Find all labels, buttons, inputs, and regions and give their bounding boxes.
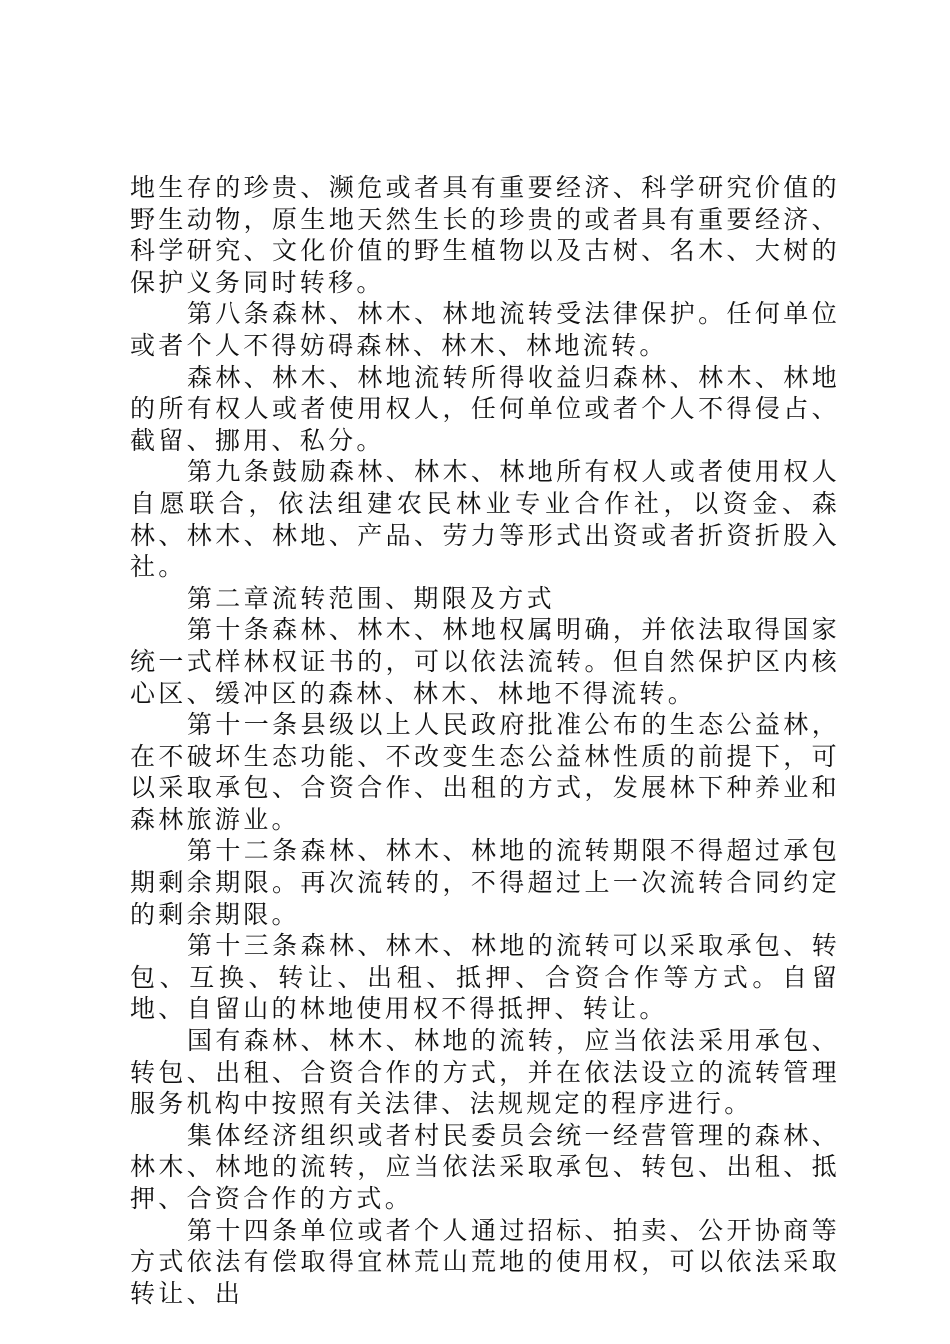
paragraph-continuation: 地生存的珍贵、濒危或者具有重要经济、科学研究价值的野生动物，原生地天然生长的珍贵的或者具有重要经济、科学研究、文化价值的野生植物以及古树、名木、大树的保护义务同时转移。	[130, 173, 840, 297]
paragraph-article-10: 第十条森林、林木、林地权属明确，并依法取得国家统一式样林权证书的，可以依法流转。但自然保护区内核心区、缓冲区的森林、林木、林地不得流转。	[130, 615, 840, 708]
paragraph-article-9: 第九条鼓励森林、林木、林地所有权人或者使用权人自愿联合，依法组建农民林业专业合作社，以资金、森林、林木、林地、产品、劳力等形式出资或者折资折股入社。	[130, 457, 840, 582]
chapter-heading: 第二章流转范围、期限及方式	[187, 583, 555, 613]
paragraph-article-11: 第十一条县级以上人民政府批准公布的生态公益林，在不破坏生态功能、不改变生态公益林性质的前提下，可以采取承包、合资合作、出租的方式，发展林下种养业和森林旅游业。	[130, 710, 840, 834]
paragraph-article-12: 第十二条森林、林木、林地的流转期限不得超过承包期剩余期限。再次流转的，不得超过上一次流转合同约定的剩余期限。	[130, 836, 840, 929]
paragraph-article-14: 第十四条单位或者个人通过招标、拍卖、公开协商等方式依法有偿取得宜林荒山荒地的使用权，可以依法采取转让、出	[130, 1215, 840, 1308]
paragraph-article-13-state-owned: 国有森林、林木、林地的流转，应当依法采用承包、转包、出租、合资合作的方式，并在依法设立的流转管理服务机构中按照有关法律、法规规定的程序进行。	[130, 1026, 840, 1119]
document-body	[130, 172, 840, 1309]
paragraph-article-13-collective: 集体经济组织或者村民委员会统一经营管理的森林、林木、林地的流转，应当依法采取承包、转包、出租、抵押、合资合作的方式。	[130, 1120, 840, 1213]
paragraph-article-8-income: 森林、林木、林地流转所得收益归森林、林木、林地的所有权人或者使用权人，任何单位或者个人不得侵占、截留、挪用、私分。	[130, 362, 840, 455]
paragraph-article-13: 第十三条森林、林木、林地的流转可以采取承包、转包、互换、转让、出租、抵押、合资合作等方式。自留地、自留山的林地使用权不得抵押、转让。	[130, 931, 840, 1024]
paragraph-article-8: 第八条森林、林木、林地流转受法律保护。任何单位或者个人不得妨碍森林、林木、林地流转。	[130, 299, 840, 360]
